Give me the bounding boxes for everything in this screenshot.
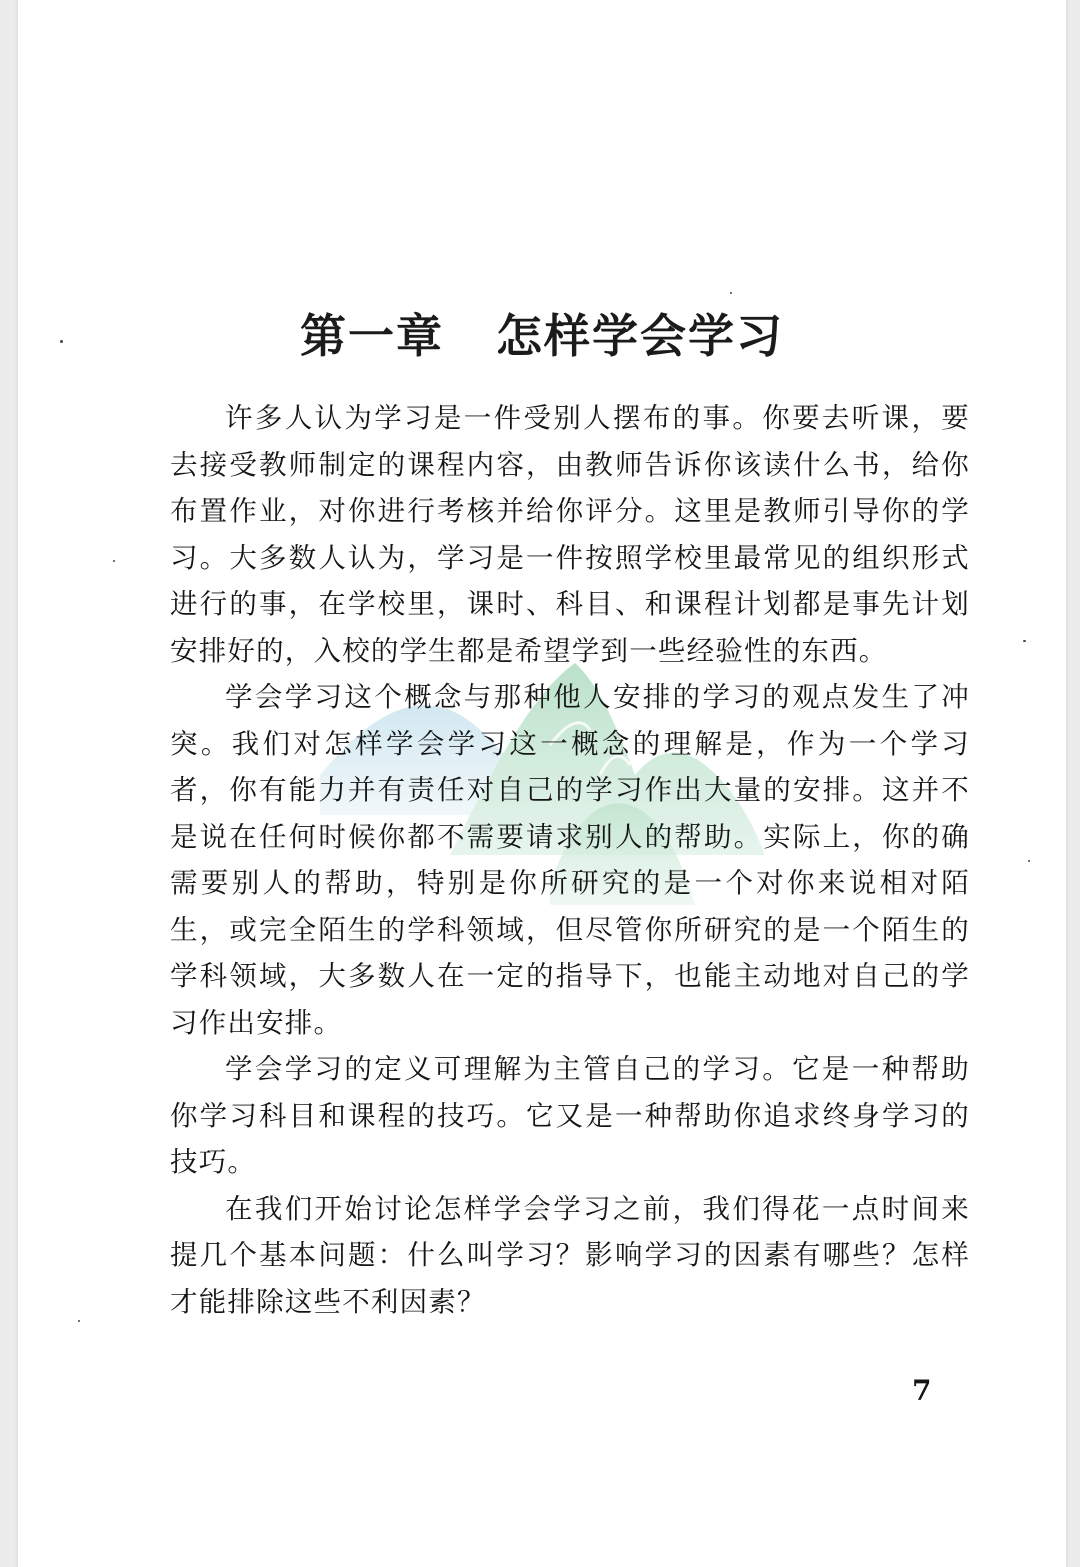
scan-speck [730,292,732,294]
chapter-title: 怎样学会学习 [496,309,784,363]
scan-speck [1023,640,1026,642]
chapter-body [170,395,970,1325]
paragraph: 在我们开始讨论怎样学会学习之前，我们得花一点时间来提几个基本问题：什么叫学习？影响学习的因素有哪些？怎样才能排除这些不利因素？ [170,1192,970,1318]
paragraph: 学会学习的定义可理解为主管自己的学习。它是一种帮助你学习科目和课程的技巧。它又是一种帮助你追求终身学习的技巧。 [170,1053,970,1178]
book-page [18,0,1066,1567]
paragraph: 学会学习这个概念与那种他人安排的学习的观点发生了冲突。我们对怎样学会学习这一概念的理解是，作为一个学习者，你有能力并有责任对自己的学习作出大量的安排。这并不是说在任何时候你都不需要请求别人的帮助。实际上，你的确需要别人的帮助，特别是你所研究的是一个对你来说相对陌生，或完全陌生的学科领域，但尽管你所研究的是一个陌生的学科领域，大多数人在一定的指导下，也能主动地对自己的学习作出安排。 [170,681,970,1039]
chapter-heading [18,308,1066,364]
scan-speck [78,1320,80,1322]
scan-speck [1028,860,1030,862]
chapter-number: 第一章 [300,309,444,363]
scan-speck [113,560,115,562]
scan-speck [60,340,63,343]
page-number: 7 [912,1374,932,1407]
paragraph: 许多人认为学习是一件受别人摆布的事。你要去听课，要去接受教师制定的课程内容，由教师告诉你该读什么书，给你布置作业，对你进行考核并给你评分。这里是教师引导你的学习。大多数人认为，学习是一件按照学校里最常见的组织形式进行的事，在学校里，课时、科目、和课程计划都是事先计划安排好的，入校的学生都是希望学到一些经验性的东西。 [170,402,970,667]
